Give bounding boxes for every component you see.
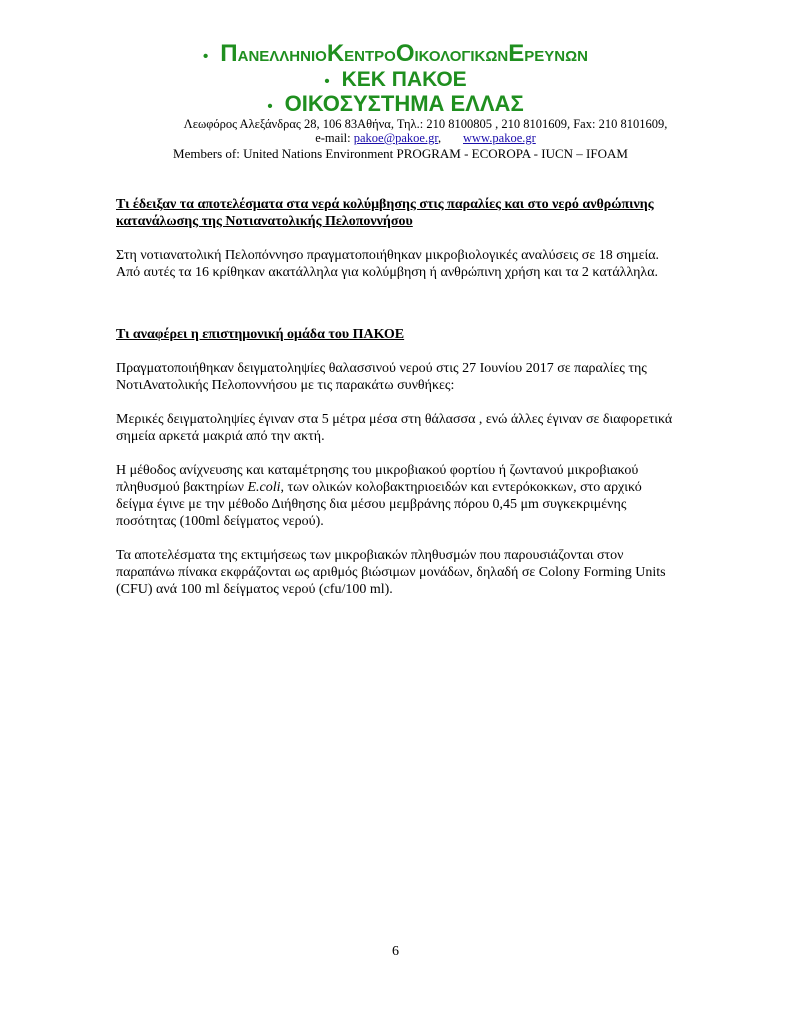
paragraph: Πραγματοποιήθηκαν δειγματοληψίες θαλασσινού νερού στις 27 Ιουνίου 2017 σε παραλίες της ΝοτιΑνατολικής Πελοποννήσου με τις παρακάτω συνθήκες: bbox=[116, 361, 647, 393]
organization-kek bbox=[0, 68, 791, 91]
website-link[interactable]: www.pakoe.gr bbox=[463, 131, 536, 145]
paragraph: Στη νοτιανατολική Πελοπόννησο πραγματοποιήθηκαν μικροβιολογικές αναλύσεις σε 18 σημεία. Από αυτές τα 16 κρίθηκαν ακατάλληλα για κολύμβηση ή ανθρώπινη χρήση και τα 2 κατάλληλα. bbox=[116, 248, 660, 280]
paragraph-text: , των ολικών κολοβακτηριοειδών και εντερόκοκκων, στο αρχικό δείγμα έγινε με την μέθοδο Διήθησης δια μέσου μεμβράνης πόρου 0,45 μm συγκεκριμένης ποσότητας (100ml δείγματος νερού). bbox=[116, 480, 642, 529]
initial-letter: Π bbox=[220, 40, 238, 67]
separator: , bbox=[438, 131, 442, 145]
address-line: Λεωφόρος Αλεξάνδρας 28, 106 83Αθήνα, Τηλ.: 210 8100805 , 210 8101609, Fax: 210 8101609, bbox=[183, 117, 668, 131]
organization-ecosystem bbox=[0, 91, 791, 117]
section-heading: Τι έδειξαν τα αποτελέσματα στα νερά κολύμβησης στις παραλίες και στο νερό ανθρώπινης κατανάλωσης της Νοτιανατολικής Πελοποννήσου bbox=[116, 197, 654, 229]
initial-letter: Ε bbox=[508, 40, 525, 67]
word-rest: ΡΕΥΝΩΝ bbox=[524, 48, 588, 65]
email-link[interactable]: pakoe@pakoe.gr bbox=[353, 131, 438, 145]
members-line: Members of: United Nations Environment PROGRAM - ECOROPA - IUCN – IFOAM bbox=[173, 146, 628, 161]
email-label: e-mail: bbox=[315, 131, 351, 145]
paragraph-text: Η μέθοδος ανίχνευσης και καταμέτρησης του μικροβιακού φορτίου ή ζωντανού μικροβιακού πληθυσμού βακτηρίων bbox=[116, 463, 639, 495]
bullet: • bbox=[267, 98, 273, 115]
initial-letter: Κ bbox=[326, 40, 345, 67]
letterhead bbox=[0, 40, 791, 162]
page-number: 6 bbox=[392, 944, 399, 959]
word-rest: ΙΚΟΛΟΓΙΚΩΝ bbox=[414, 48, 509, 65]
paragraph bbox=[116, 462, 676, 530]
word-rest: ΕΝΤΡΟ bbox=[344, 48, 396, 65]
kek-title: ΚΕΚ ΠΑΚΟΕ bbox=[341, 68, 467, 91]
word-rest: ΑΝΕΛΛΗΝΙΟ bbox=[237, 48, 327, 65]
bullet: • bbox=[203, 48, 209, 65]
italic-term: E.coli bbox=[247, 480, 281, 495]
contact-line bbox=[60, 131, 791, 145]
ecosystem-title: ΟΙΚΟΣΥΣΤΗΜΑ ΕΛΛΑΣ bbox=[284, 91, 524, 116]
address-block bbox=[60, 117, 791, 145]
initial-letter: Ο bbox=[395, 40, 415, 67]
document-body bbox=[116, 196, 676, 598]
organization-name bbox=[0, 40, 791, 68]
paragraph: Τα αποτελέσματα της εκτιμήσεως των μικροβιακών πληθυσμών που παρουσιάζονται στον παραπάνω πίνακα εκφράζονται ως αριθμός βιώσιμων μονάδων, δηλαδή σε Colony Forming Units (CFU) ανά 100 ml δείγματος νερού (cfu/100 ml). bbox=[116, 548, 666, 597]
section-heading: Τι αναφέρει η επιστημονική ομάδα του ΠΑΚΟΕ bbox=[116, 327, 405, 342]
paragraph: Μερικές δειγματοληψίες έγιναν στα 5 μέτρα μέσα στη θάλασσα , ενώ άλλες έγιναν σε διαφορετικά σημεία αρκετά μακριά από την ακτή. bbox=[116, 412, 673, 444]
bullet: • bbox=[324, 73, 330, 90]
